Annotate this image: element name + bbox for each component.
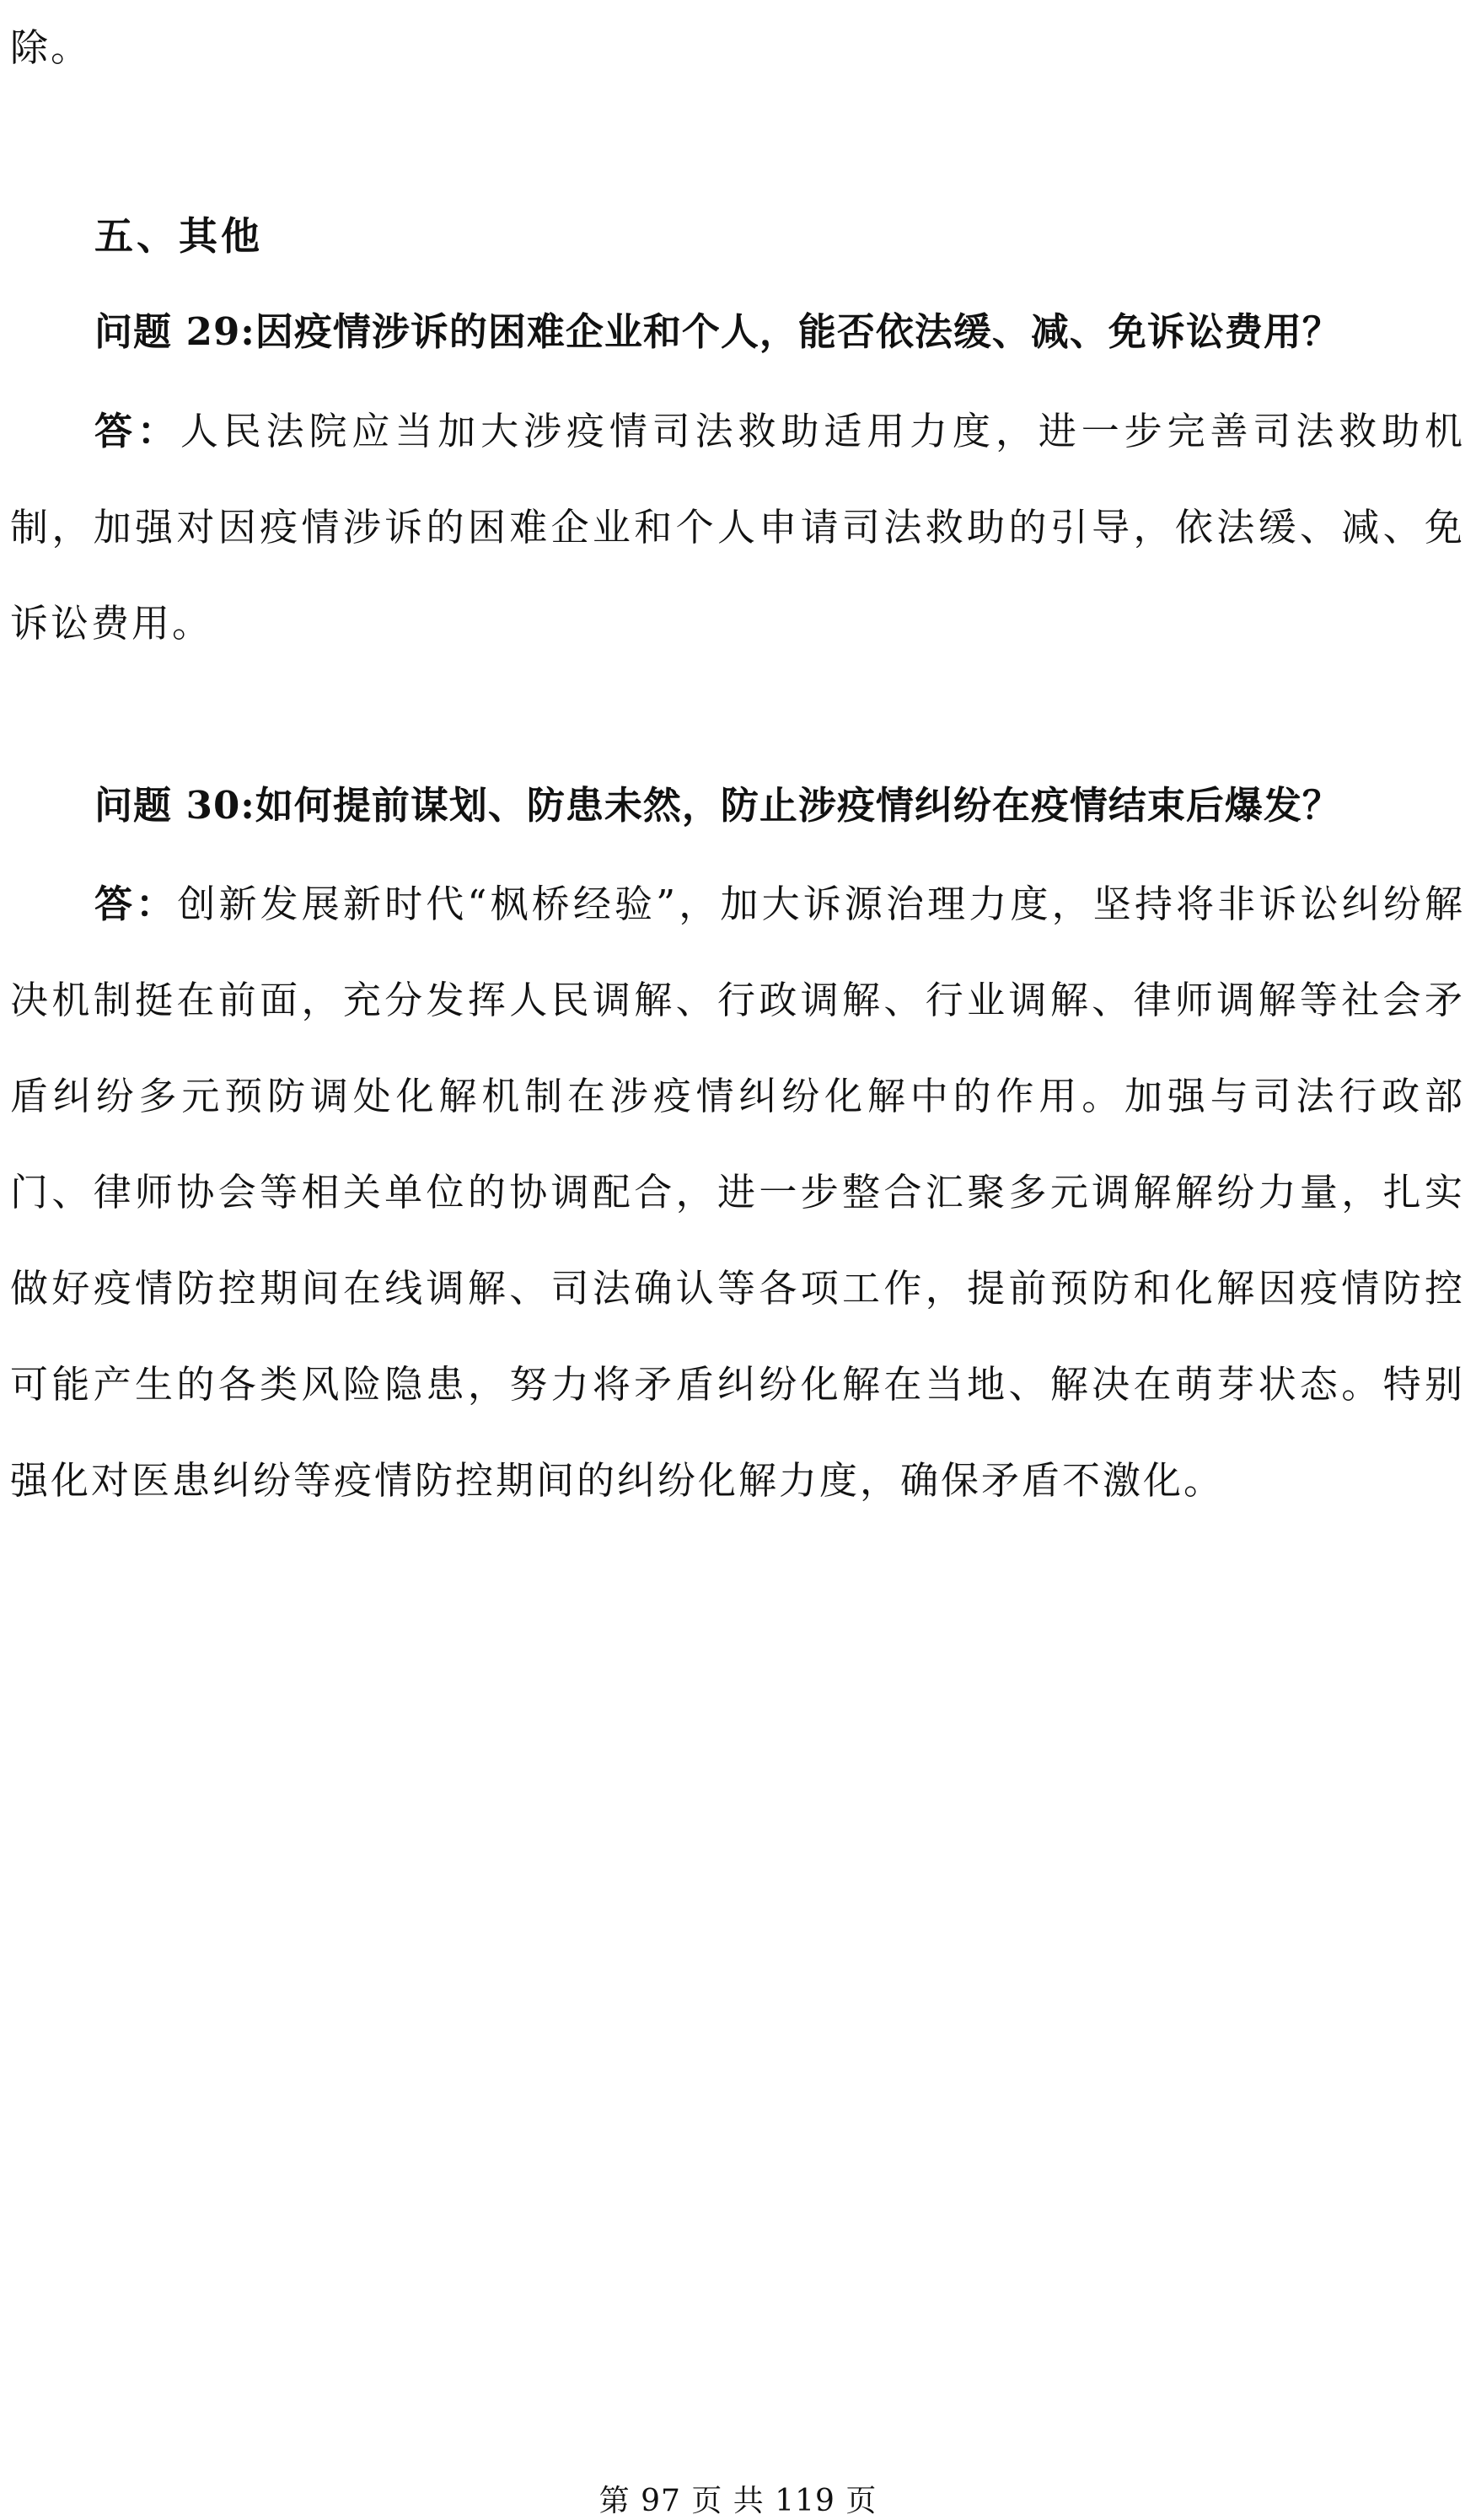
answer-30: [10, 856, 1465, 1529]
answer-30-text: 创新发展新时代“枫桥经验”，加大诉源治理力度，坚持将非诉讼纠纷解决机制挺在前面，充分发挥人民调解、行政调解、行业调解、律师调解等社会矛盾纠纷多元预防调处化解机制在涉疫情纠纷化解中的作用。加强与司法行政部门、律师协会等相关单位的协调配合，进一步整合汇聚多元调解解纷力量，扎实做好疫情防控期间在线调解、司法确认等各项工作，提前预防和化解因疫情防控可能产生的各类风险隐患，努力将矛盾纠纷化解在当地、解决在萌芽状态。特别强化对医患纠纷等疫情防控期间的纠纷化解力度，确保矛盾不激化。: [10, 882, 1465, 1503]
page-number: 第 97 页 共 119 页: [598, 2484, 878, 2518]
question-29: 问题 29:因疫情涉诉的困难企业和个人，能否依法缓、减、免诉讼费用？: [94, 309, 1341, 354]
section-heading: 五、其他: [94, 213, 263, 259]
answer-29-label: 答：: [94, 409, 180, 453]
answer-29: [10, 383, 1465, 672]
answer-30-label: 答：: [94, 882, 178, 926]
continuation-text: 除。: [10, 25, 92, 70]
answer-29-text: 人民法院应当加大涉疫情司法救助适用力度，进一步完善司法救助机制，加强对因疫情涉诉的困难企业和个人申请司法救助的引导，依法缓、减、免诉讼费用。: [10, 409, 1465, 646]
question-30: 问题 30:如何提前谋划、防患未然，防止涉疫情纠纷在疫情结束后爆发？: [94, 783, 1341, 828]
